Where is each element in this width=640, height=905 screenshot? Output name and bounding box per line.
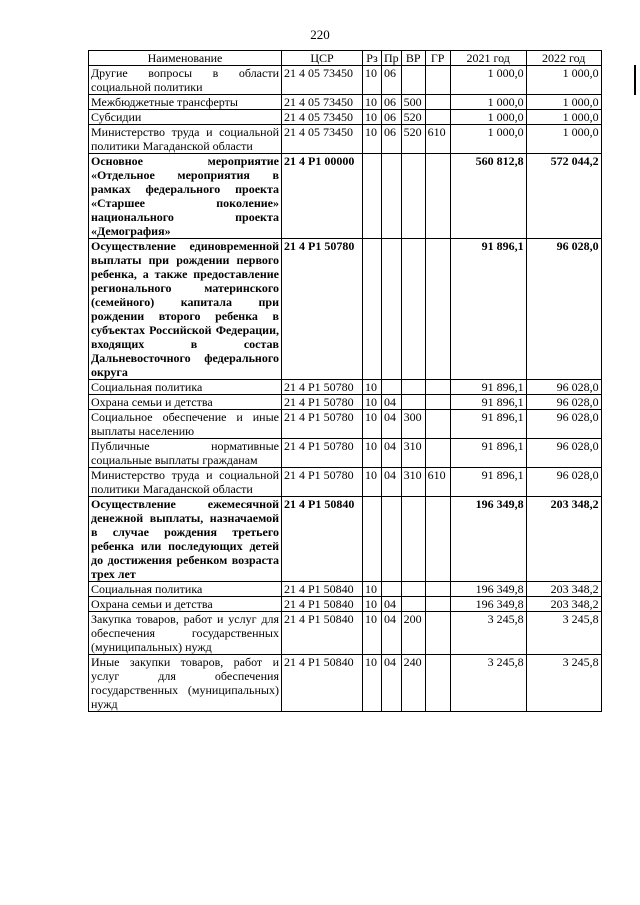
cell-pr: 06 [382, 95, 402, 110]
table-row [89, 110, 602, 125]
cell-vr: 520 [401, 125, 425, 154]
cell-rz [363, 154, 382, 239]
table-row [89, 95, 602, 110]
cell-rz: 10 [363, 395, 382, 410]
table-row [89, 439, 602, 468]
table-row [89, 497, 602, 582]
cell-vr: 300 [401, 410, 425, 439]
table-row [89, 410, 602, 439]
cell-y2021: 196 349,8 [450, 597, 526, 612]
cell-csr: 21 4 P1 50840 [282, 497, 363, 582]
cell-name: Социальная политика [89, 380, 282, 395]
cell-vr [401, 66, 425, 95]
table-row [89, 612, 602, 655]
cell-csr: 21 4 05 73450 [282, 95, 363, 110]
cell-y2022: 572 044,2 [526, 154, 601, 239]
table-row [89, 66, 602, 95]
table-row [89, 154, 602, 239]
binding-mark [634, 65, 636, 95]
cell-name: Социальное обеспечение и иные выплаты населению [89, 410, 282, 439]
cell-name: Социальная политика [89, 582, 282, 597]
cell-pr: 04 [382, 655, 402, 712]
cell-y2022: 96 028,0 [526, 239, 601, 380]
cell-pr [382, 239, 402, 380]
cell-y2021: 91 896,1 [450, 239, 526, 380]
table-row [89, 655, 602, 712]
cell-pr: 06 [382, 110, 402, 125]
table-row [89, 125, 602, 154]
cell-vr: 310 [401, 468, 425, 497]
cell-vr: 240 [401, 655, 425, 712]
cell-csr: 21 4 P1 50840 [282, 612, 363, 655]
cell-y2022: 1 000,0 [526, 66, 601, 95]
cell-csr: 21 4 P1 50780 [282, 239, 363, 380]
cell-csr: 21 4 P1 50840 [282, 597, 363, 612]
cell-y2022: 96 028,0 [526, 380, 601, 395]
header-2022: 2022 год [526, 51, 601, 66]
cell-rz: 10 [363, 95, 382, 110]
cell-pr: 04 [382, 468, 402, 497]
cell-name: Межбюджетные трансферты [89, 95, 282, 110]
cell-rz: 10 [363, 655, 382, 712]
cell-rz [363, 239, 382, 380]
cell-csr: 21 4 05 73450 [282, 66, 363, 95]
cell-rz: 10 [363, 597, 382, 612]
cell-gr [425, 597, 450, 612]
cell-vr [401, 239, 425, 380]
cell-gr [425, 380, 450, 395]
cell-gr [425, 497, 450, 582]
cell-rz: 10 [363, 582, 382, 597]
header-vr: ВР [401, 51, 425, 66]
cell-rz [363, 497, 382, 582]
cell-vr [401, 497, 425, 582]
header-gr: ГР [425, 51, 450, 66]
cell-csr: 21 4 05 73450 [282, 125, 363, 154]
budget-table [88, 50, 602, 712]
cell-csr: 21 4 P1 50780 [282, 468, 363, 497]
cell-rz: 10 [363, 125, 382, 154]
cell-pr: 04 [382, 439, 402, 468]
cell-y2021: 91 896,1 [450, 380, 526, 395]
cell-rz: 10 [363, 110, 382, 125]
cell-y2022: 1 000,0 [526, 110, 601, 125]
page-number: 220 [310, 27, 330, 42]
cell-name: Министерство труда и социальной политики Магаданской области [89, 125, 282, 154]
cell-vr [401, 582, 425, 597]
cell-vr: 310 [401, 439, 425, 468]
header-2021: 2021 год [450, 51, 526, 66]
cell-name: Другие вопросы в области социальной политики [89, 66, 282, 95]
cell-name: Охрана семьи и детства [89, 597, 282, 612]
cell-gr [425, 110, 450, 125]
cell-y2021: 196 349,8 [450, 582, 526, 597]
cell-y2022: 96 028,0 [526, 468, 601, 497]
cell-pr [382, 380, 402, 395]
cell-vr [401, 380, 425, 395]
table-header-row [89, 51, 602, 66]
cell-y2022: 3 245,8 [526, 655, 601, 712]
cell-pr: 06 [382, 125, 402, 154]
cell-gr [425, 439, 450, 468]
cell-name: Публичные нормативные социальные выплаты гражданам [89, 439, 282, 468]
cell-name: Основное мероприятие «Отдельное мероприятия в рамках федерального проекта «Старшее поколение» национального проекта «Демография» [89, 154, 282, 239]
cell-rz: 10 [363, 612, 382, 655]
table-body [89, 66, 602, 712]
cell-rz: 10 [363, 66, 382, 95]
cell-y2022: 96 028,0 [526, 439, 601, 468]
cell-y2022: 203 348,2 [526, 597, 601, 612]
cell-name: Иные закупки товаров, работ и услуг для обеспечения государственных (муниципальных) нужд [89, 655, 282, 712]
header-rz: Рз [363, 51, 382, 66]
cell-y2022: 1 000,0 [526, 125, 601, 154]
cell-csr: 21 4 P1 00000 [282, 154, 363, 239]
cell-gr: 610 [425, 468, 450, 497]
cell-rz: 10 [363, 380, 382, 395]
cell-csr: 21 4 P1 50780 [282, 410, 363, 439]
cell-vr [401, 597, 425, 612]
cell-y2021: 91 896,1 [450, 410, 526, 439]
cell-gr [425, 655, 450, 712]
cell-pr [382, 497, 402, 582]
cell-rz: 10 [363, 439, 382, 468]
cell-y2021: 91 896,1 [450, 468, 526, 497]
cell-name: Осуществление ежемесячной денежной выплаты, назначаемой в случае рождения третьего ребенка или последующих детей до достижения ребенком возраста трех лет [89, 497, 282, 582]
cell-y2022: 3 245,8 [526, 612, 601, 655]
cell-csr: 21 4 05 73450 [282, 110, 363, 125]
cell-rz: 10 [363, 410, 382, 439]
cell-name: Охрана семьи и детства [89, 395, 282, 410]
cell-gr [425, 395, 450, 410]
cell-gr [425, 66, 450, 95]
cell-name: Осуществление единовременной выплаты при рождении первого ребенка, а также предоставление регионального материнского (семейного) капитала при рождении второго ребенка в субъектах Российской Федерации, входящих в состав Дальневосточного федерального округа [89, 239, 282, 380]
cell-gr [425, 612, 450, 655]
cell-y2022: 203 348,2 [526, 582, 601, 597]
table-row [89, 582, 602, 597]
table-row [89, 597, 602, 612]
cell-y2021: 3 245,8 [450, 655, 526, 712]
cell-y2021: 1 000,0 [450, 95, 526, 110]
cell-vr: 520 [401, 110, 425, 125]
cell-csr: 21 4 P1 50780 [282, 380, 363, 395]
cell-y2022: 96 028,0 [526, 395, 601, 410]
cell-gr [425, 410, 450, 439]
cell-y2022: 203 348,2 [526, 497, 601, 582]
cell-vr [401, 395, 425, 410]
table-row [89, 468, 602, 497]
table-row [89, 380, 602, 395]
cell-y2021: 1 000,0 [450, 125, 526, 154]
cell-y2021: 1 000,0 [450, 110, 526, 125]
cell-gr: 610 [425, 125, 450, 154]
cell-pr: 04 [382, 597, 402, 612]
cell-csr: 21 4 P1 50840 [282, 582, 363, 597]
cell-pr: 04 [382, 395, 402, 410]
table-row [89, 239, 602, 380]
cell-pr: 04 [382, 410, 402, 439]
cell-vr: 500 [401, 95, 425, 110]
cell-csr: 21 4 P1 50780 [282, 439, 363, 468]
cell-pr: 04 [382, 612, 402, 655]
cell-vr [401, 154, 425, 239]
cell-name: Субсидии [89, 110, 282, 125]
cell-rz: 10 [363, 468, 382, 497]
cell-y2021: 3 245,8 [450, 612, 526, 655]
cell-y2021: 560 812,8 [450, 154, 526, 239]
cell-y2021: 91 896,1 [450, 439, 526, 468]
cell-gr [425, 154, 450, 239]
cell-y2022: 96 028,0 [526, 410, 601, 439]
cell-csr: 21 4 P1 50840 [282, 655, 363, 712]
cell-pr [382, 154, 402, 239]
cell-gr [425, 582, 450, 597]
cell-gr [425, 239, 450, 380]
cell-name: Министерство труда и социальной политики Магаданской области [89, 468, 282, 497]
cell-name: Закупка товаров, работ и услуг для обеспечения государственных (муниципальных) нужд [89, 612, 282, 655]
cell-y2021: 196 349,8 [450, 497, 526, 582]
cell-pr: 06 [382, 66, 402, 95]
table-row [89, 395, 602, 410]
cell-y2022: 1 000,0 [526, 95, 601, 110]
header-csr: ЦСР [282, 51, 363, 66]
header-pr: Пр [382, 51, 402, 66]
header-name: Наименование [89, 51, 282, 66]
cell-pr [382, 582, 402, 597]
cell-vr: 200 [401, 612, 425, 655]
cell-csr: 21 4 P1 50780 [282, 395, 363, 410]
cell-y2021: 1 000,0 [450, 66, 526, 95]
cell-gr [425, 95, 450, 110]
cell-y2021: 91 896,1 [450, 395, 526, 410]
